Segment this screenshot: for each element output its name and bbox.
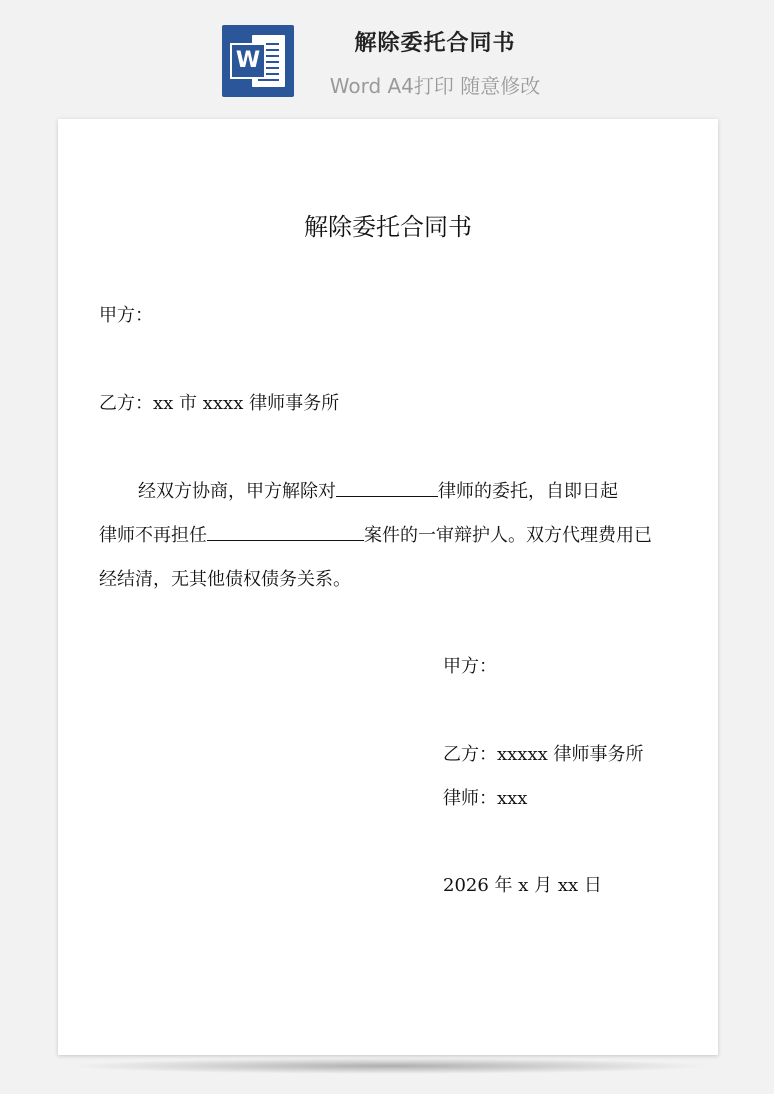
word-icon	[222, 25, 294, 97]
document-title: 解除委托合同书	[304, 213, 472, 241]
lawyer-name-blank[interactable]	[336, 478, 438, 497]
signature-lawyer: 律师：xxx	[443, 788, 528, 809]
paper-shadow	[66, 1058, 712, 1074]
signature-party-a: 甲方：	[443, 656, 497, 677]
header-subtitle: Word A4打印 随意修改	[329, 74, 541, 98]
body-line-3: 经结清，无其他债权债务关系。	[99, 569, 351, 590]
document-page	[58, 119, 718, 1055]
party-a-label: 甲方：	[99, 305, 153, 326]
word-letter-tile: W	[230, 43, 266, 79]
body-line-1	[138, 477, 618, 503]
signature-date: 2026 年 x 月 xx 日	[443, 875, 602, 896]
body-line-2-part-2: 案件的一审辩护人。双方代理费用已	[364, 525, 652, 546]
header-title: 解除委托合同书	[354, 31, 516, 56]
body-line-2-part-1: 律师不再担任	[99, 525, 207, 546]
signature-party-b: 乙方：xxxxx 律师事务所	[443, 744, 644, 765]
body-line-2	[99, 521, 652, 547]
case-name-blank[interactable]	[207, 522, 364, 541]
body-line-1-part-2: 律师的委托，自即日起	[438, 481, 618, 502]
page-header	[0, 0, 774, 110]
party-b-line: 乙方：xx 市 xxxx 律师事务所	[99, 393, 340, 414]
body-line-1-part-1: 经双方协商，甲方解除对	[138, 481, 336, 502]
